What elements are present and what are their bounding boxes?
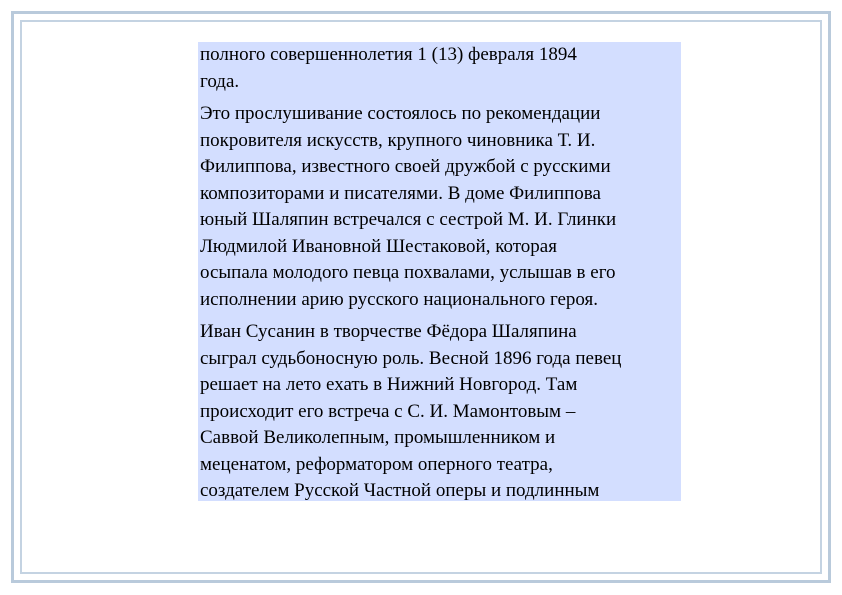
text-line: создателем Русской Частной оперы и подлинным	[200, 480, 600, 501]
text-line: Иван Сусанин в творчестве Фёдора Шаляпина	[200, 321, 577, 342]
text-line: Людмилой Ивановной Шестаковой, которая	[200, 235, 557, 257]
text-line: исполнении арию русского национального героя.	[200, 288, 599, 310]
text-line: юный Шаляпин встречался с сестрой М. И. Глинки	[200, 209, 617, 230]
text-line: покровителя искусств, крупного чиновника Т. И.	[200, 129, 596, 151]
text-line: решает на лето ехать в Нижний Новгород. Там	[200, 374, 578, 395]
text-line: композиторами и писателями. В доме Филиппова	[200, 182, 601, 204]
text-line: полного совершеннолетия 1 (13) февраля 1894	[200, 44, 577, 65]
text-line: Филиппова, известного своей дружбой с русскими	[200, 156, 611, 177]
text-line: происходит его встреча с С. И. Мамонтовым –	[200, 400, 576, 422]
text-block	[198, 42, 681, 501]
paragraph-1	[200, 42, 681, 95]
text-line: года.	[200, 70, 240, 92]
paragraph-3	[200, 319, 681, 501]
text-line: меценатом, реформатором оперного театра,	[200, 453, 553, 475]
text-line: Саввой Великолепным, промышленником и	[200, 427, 556, 448]
text-line: Это прослушивание состоялось по рекомендации	[200, 103, 601, 124]
text-line: сыграл судьбоносную роль. Весной 1896 года певец	[200, 347, 622, 369]
text-line: осыпала молодого певца похвалами, услышав в его	[200, 262, 616, 283]
paragraph-2	[200, 101, 681, 313]
